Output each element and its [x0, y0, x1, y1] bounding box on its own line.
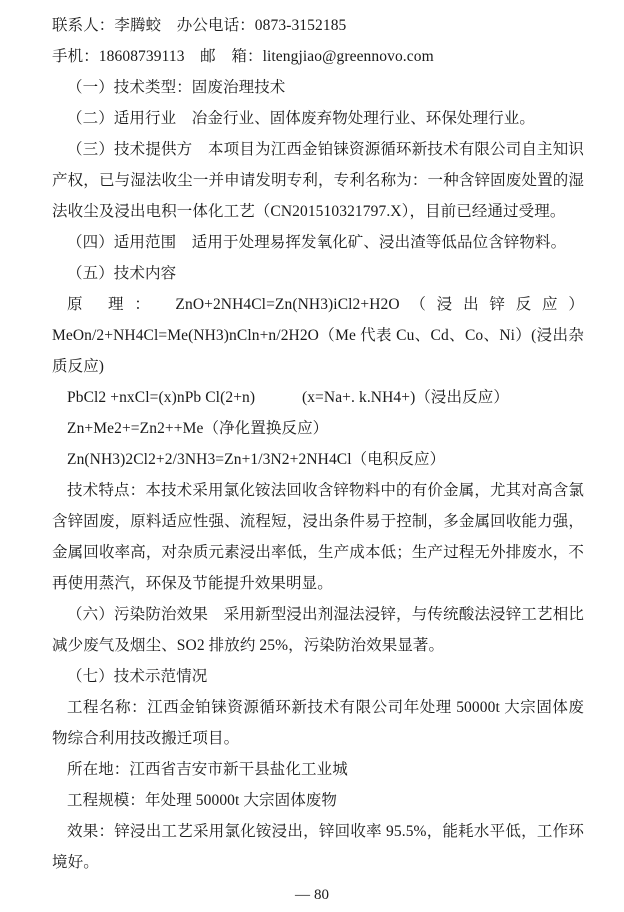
phone-email-line: 手机：18608739113 邮 箱：litengjiao@greennovo.com [52, 48, 434, 65]
principle-line-1: 原 理： ZnO+2NH4Cl=Zn(NH3)iCl2+H2O（浸出锌反应）MeOn/2+NH4Cl=Me(NH3)nCln+n/2H2O（Me 代表 Cu、Cd、Co、Ni）(浸出杂质反应) [52, 296, 584, 375]
demonstration-scale: 工程规模：年处理 50000t 大宗固体废物 [67, 792, 338, 809]
section-tech-content-title: （五）技术内容 [67, 265, 177, 282]
section-demonstration-title: （七）技术示范情况 [67, 668, 208, 685]
tech-features-paragraph: 技术特点：本技术采用氯化铵法回收含锌物料中的有价金属，尤其对高含氯含锌固废，原料适应性强、流程短，浸出条件易于控制，多金属回收能力强，金属回收率高，对杂质元素浸出率低，生产成本低；生产过程无外排废水，不再使用蒸汽，环保及节能提升效果明显。 [52, 482, 584, 592]
section-tech-provider: （三）技术提供方 本项目为江西金铂铼资源循环新技术有限公司自主知识产权，已与湿法收尘一并申请发明专利，专利名称为：一种含锌固废处置的湿法收尘及浸出电积一体化工艺（CN201510321797.X），目前已经通过受理。 [52, 141, 584, 220]
demonstration-project-name: 工程名称：江西金铂铼资源循环新技术有限公司年处理 50000t 大宗固体废物综合利用技改搬迁项目。 [52, 699, 584, 747]
section-pollution-control: （六）污染防治效果 采用新型浸出剂湿法浸锌，与传统酸法浸锌工艺相比减少废气及烟尘、SO2 排放约 25%，污染防治效果显著。 [52, 606, 584, 654]
contact-line: 联系人：李腾蛟 办公电话：0873-3152185 [52, 17, 347, 34]
principle-line-2: PbCl2 +nxCl=(x)nPb Cl(2+n) (x=Na+. k.NH4+)（浸出反应） [67, 389, 509, 406]
section-tech-type: （一）技术类型：固废治理技术 [67, 79, 286, 96]
demonstration-location: 所在地：江西省吉安市新干县盐化工业城 [67, 761, 348, 778]
page-number: 80 [314, 887, 329, 903]
section-applicable-industry: （二）适用行业 冶金行业、固体废弃物处理行业、环保处理行业。 [67, 110, 536, 127]
footer-dash: — [295, 887, 310, 903]
section-applicable-scope: （四）适用范围 适用于处理易挥发氧化矿、浸出渣等低品位含锌物料。 [67, 234, 567, 251]
demonstration-effect: 效果：锌浸出工艺采用氯化铵浸出，锌回收率 95.5%，能耗水平低，工作环境好。 [52, 823, 584, 871]
principle-line-3: Zn+Me2+=Zn2++Me（净化置换反应） [67, 420, 329, 437]
principle-line-4: Zn(NH3)2Cl2+2/3NH3=Zn+1/3N2+2NH4Cl（电积反应） [67, 451, 446, 468]
page-footer [0, 887, 624, 904]
